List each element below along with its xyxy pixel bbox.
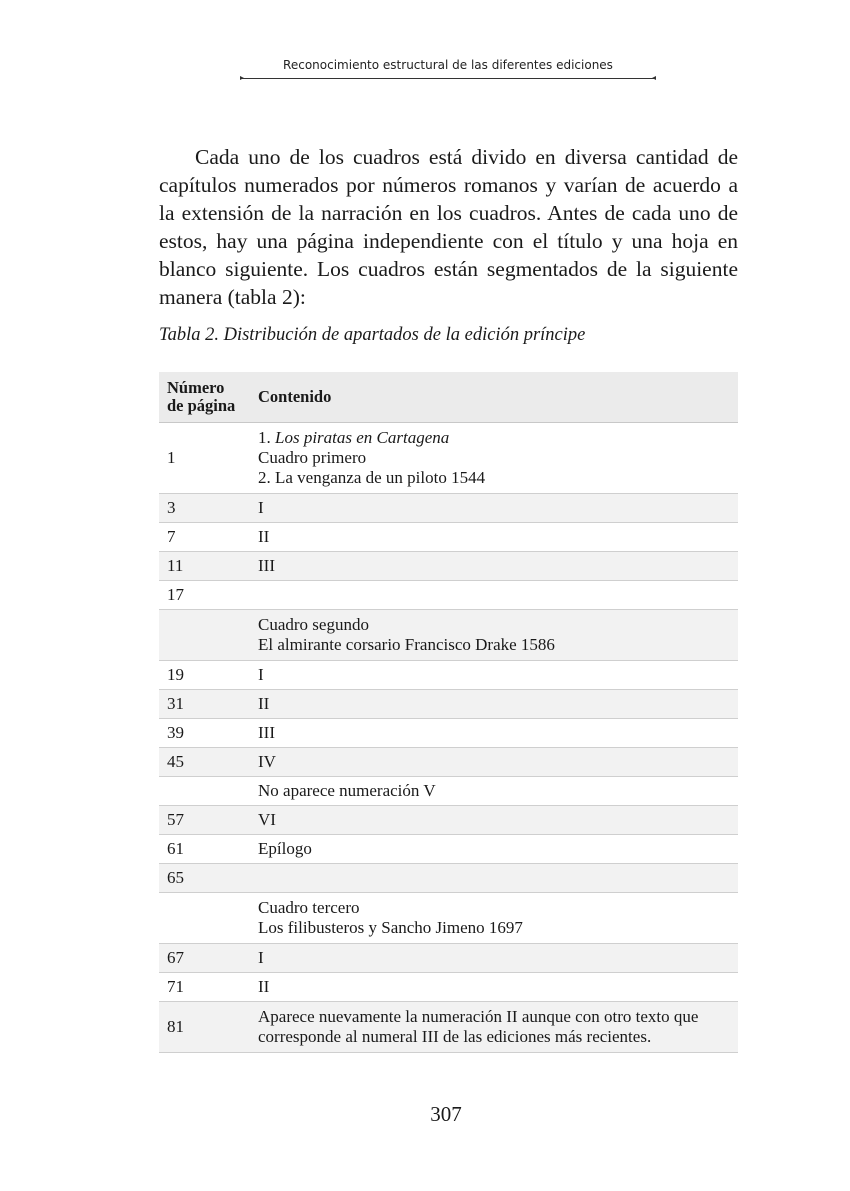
table-row <box>159 494 738 523</box>
header-page-number: Número de página <box>159 372 250 423</box>
row-content: II <box>250 690 738 719</box>
header-rule <box>241 78 655 79</box>
table-row <box>159 748 738 777</box>
row-content-line: Cuadro tercero <box>258 898 360 917</box>
header-content: Contenido <box>250 372 738 423</box>
row-page: 81 <box>159 1002 250 1053</box>
row-page: 65 <box>159 864 250 893</box>
table-row <box>159 973 738 1002</box>
row-content: Aparece nuevamente la numeración II aunque con otro texto que corresponde al numeral III de las ediciones más recientes. <box>250 1002 738 1053</box>
row-page: 39 <box>159 719 250 748</box>
row-content-line: 1. <box>258 428 275 447</box>
row-content-line: Cuadro primero <box>258 448 367 467</box>
row-page: 31 <box>159 690 250 719</box>
row-content <box>250 610 738 661</box>
table-row <box>159 690 738 719</box>
row-page: 11 <box>159 552 250 581</box>
row-content: II <box>250 973 738 1002</box>
row-content <box>250 581 738 610</box>
table-row <box>159 835 738 864</box>
row-page: 57 <box>159 806 250 835</box>
table-header-row <box>159 372 738 423</box>
row-content <box>250 864 738 893</box>
row-content <box>250 893 738 944</box>
row-content-line: Cuadro segundo <box>258 615 369 634</box>
table-row <box>159 552 738 581</box>
row-content: VI <box>250 806 738 835</box>
row-content: Epílogo <box>250 835 738 864</box>
table-row <box>159 944 738 973</box>
body-paragraph: Cada uno de los cuadros está divido en diversa cantidad de capítulos numerados por números romanos y varían de acuerdo a la extensión de la narración en los cuadros. Antes de cada uno de estos, hay una página independiente con el título y una hoja en blanco siguiente. Los cuadros están segmentados de la siguiente manera (tabla 2): <box>159 145 738 309</box>
table-row <box>159 1002 738 1053</box>
row-page <box>159 610 250 661</box>
row-content: I <box>250 494 738 523</box>
row-page: 71 <box>159 973 250 1002</box>
distribution-table <box>159 372 738 1053</box>
row-page: 3 <box>159 494 250 523</box>
table-row <box>159 661 738 690</box>
table-row <box>159 423 738 494</box>
table-row <box>159 777 738 806</box>
row-content-line: 2. La venganza de un piloto 1544 <box>258 468 486 487</box>
table-row <box>159 806 738 835</box>
row-content-line: El almirante corsario Francisco Drake 1586 <box>258 635 555 654</box>
row-content-line: Los filibusteros y Sancho Jimeno 1697 <box>258 918 523 937</box>
row-page: 17 <box>159 581 250 610</box>
row-page: 67 <box>159 944 250 973</box>
row-page <box>159 893 250 944</box>
row-page: 7 <box>159 523 250 552</box>
page-number: 307 <box>430 1102 462 1126</box>
row-content-title: Los piratas en Cartagena <box>275 428 450 447</box>
table-row <box>159 864 738 893</box>
row-content: III <box>250 719 738 748</box>
running-header: Reconocimiento estructural de las diferentes ediciones <box>283 58 613 72</box>
row-content: I <box>250 944 738 973</box>
row-content: IV <box>250 748 738 777</box>
row-content: II <box>250 523 738 552</box>
row-page: 1 <box>159 423 250 494</box>
row-page: 45 <box>159 748 250 777</box>
row-page: 61 <box>159 835 250 864</box>
row-page <box>159 777 250 806</box>
row-content <box>250 423 738 494</box>
row-content: No aparece numeración V <box>250 777 738 806</box>
row-content: I <box>250 661 738 690</box>
row-page: 19 <box>159 661 250 690</box>
row-content: III <box>250 552 738 581</box>
table-row <box>159 581 738 610</box>
table-row <box>159 610 738 661</box>
table-row <box>159 893 738 944</box>
table-caption: Tabla 2. Distribución de apartados de la edición príncipe <box>159 325 586 345</box>
table-row <box>159 523 738 552</box>
table-row <box>159 719 738 748</box>
